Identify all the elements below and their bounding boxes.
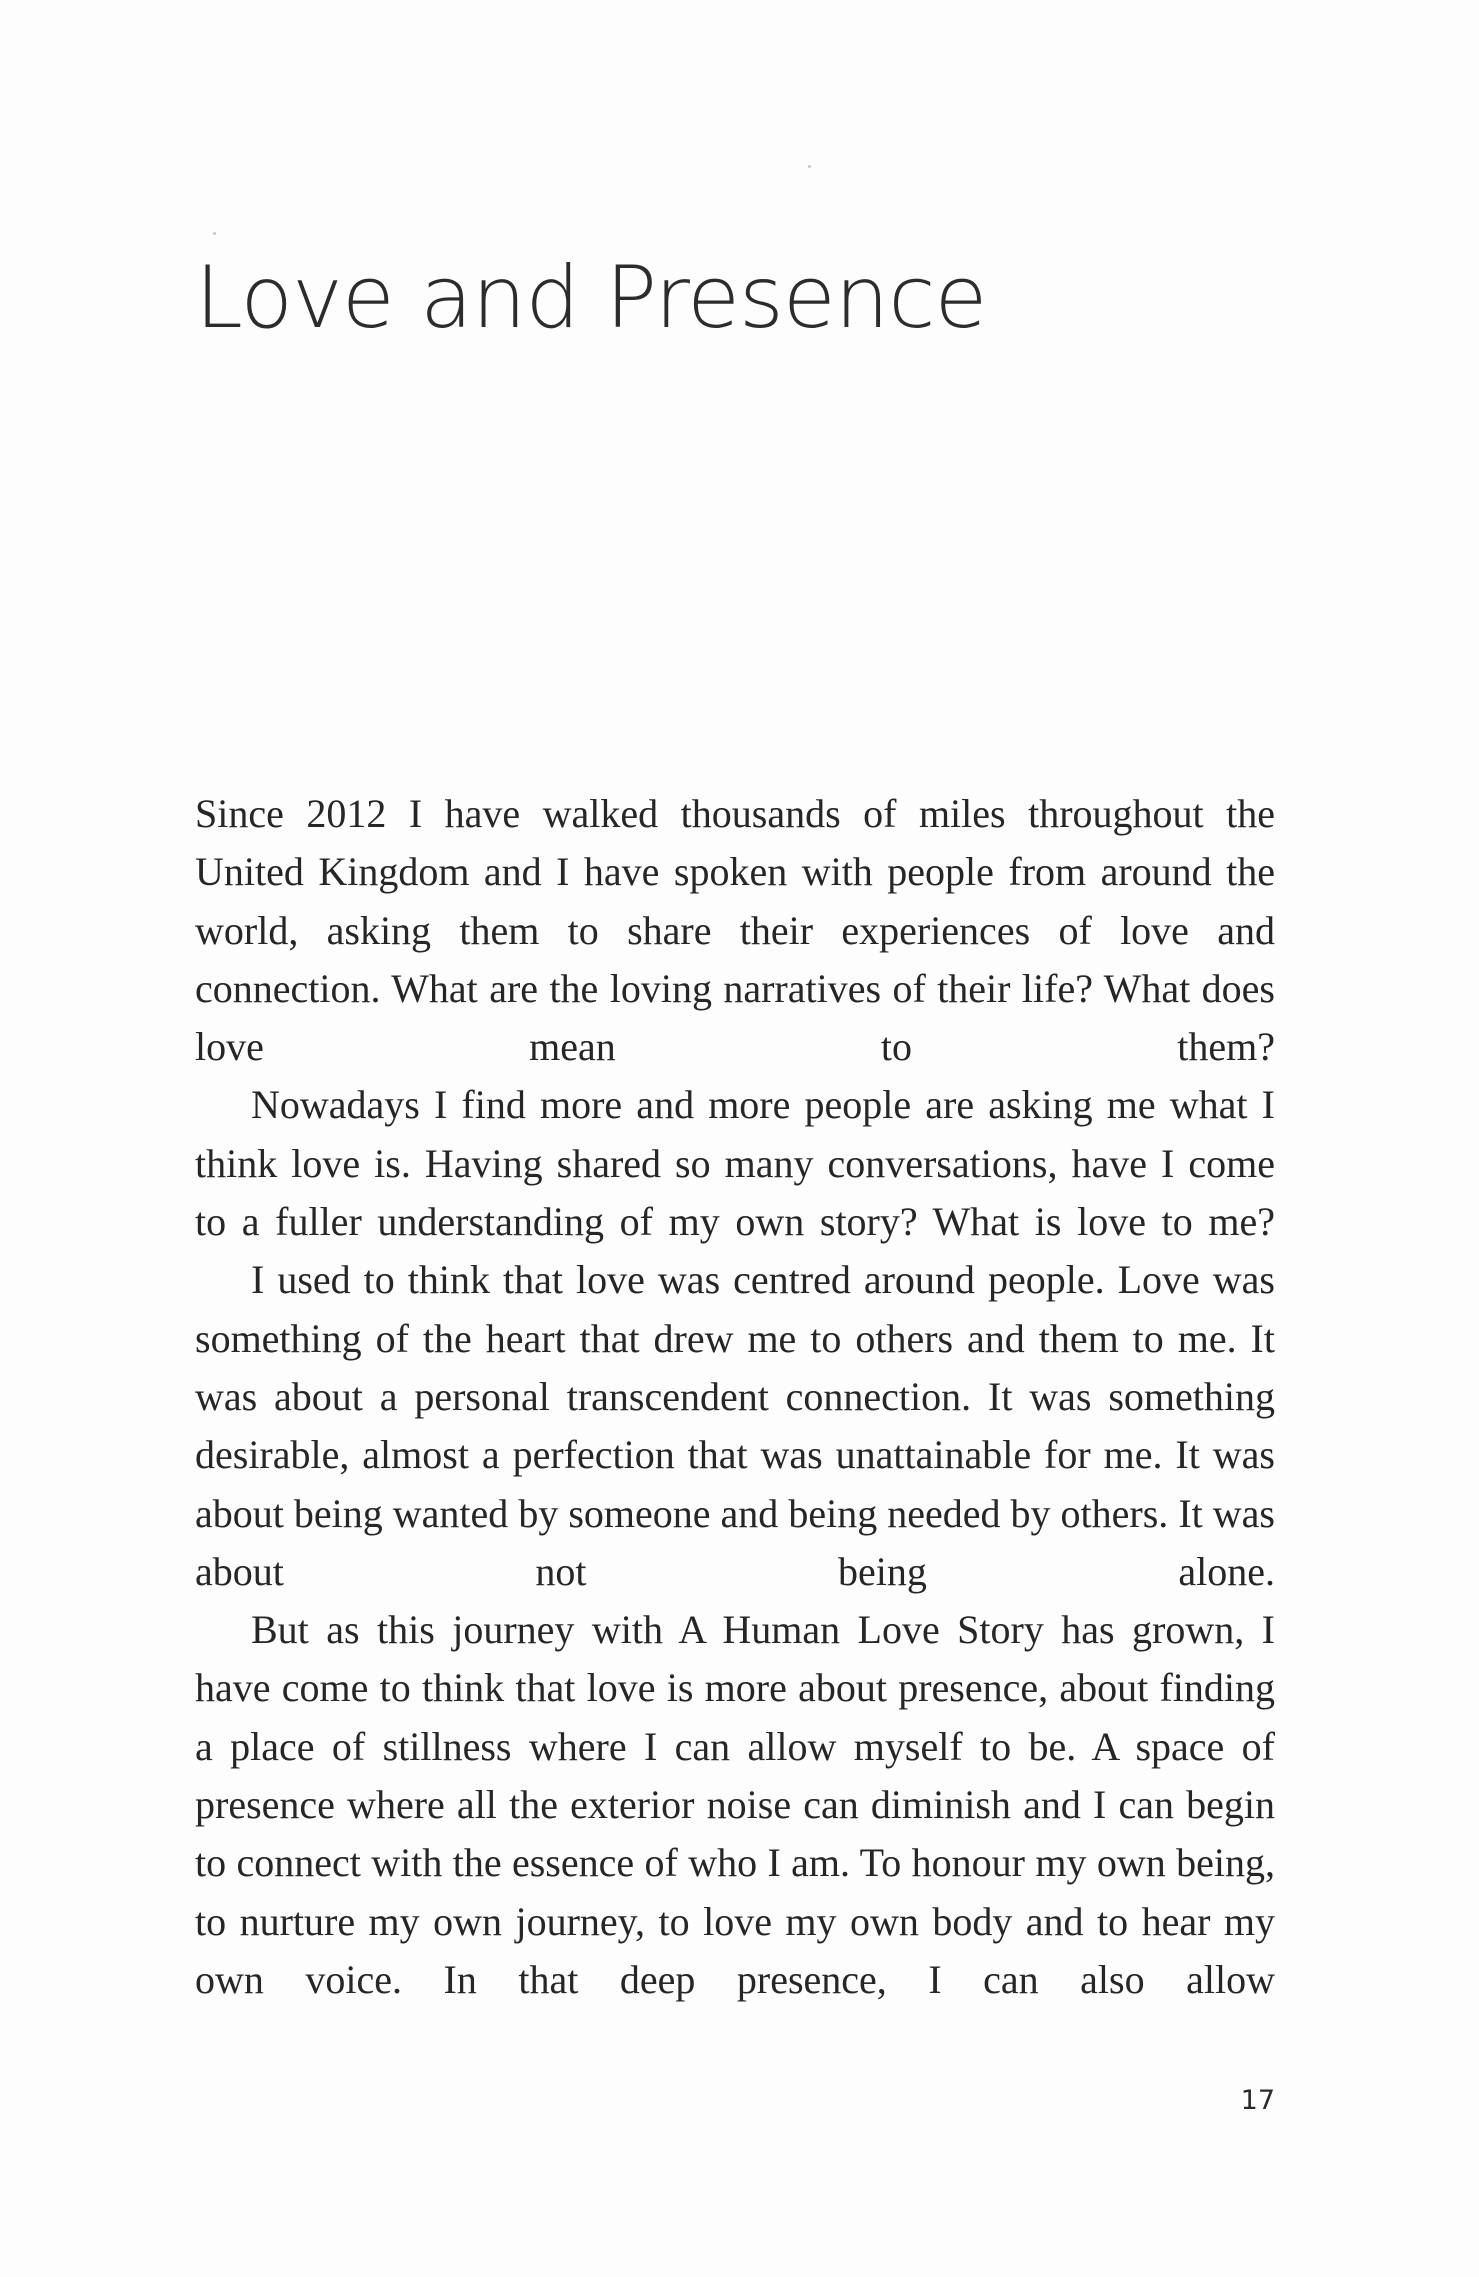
- scan-speck: [808, 165, 811, 168]
- body-text: [195, 785, 1275, 2009]
- paragraph-3: I used to think that love was centred around people. Love was something of the heart that drew me to others and them to me. It was about a personal transcendent connection. It was something desirable, almost a perfection that was unattainable for me. It was about being wanted by someone and being needed by others. It was about not being alone.: [195, 1257, 1275, 1594]
- paragraph-1: Since 2012 I have walked thousands of miles throughout the United Kingdom and I have spoken with people from around the world, asking them to share their experiences of love and connection. What are the loving narratives of their life? What does love mean to them?: [195, 791, 1275, 1070]
- paragraph-2: Nowadays I find more and more people are asking me what I think love is. Having shared so many conversations, have I come to a fuller understanding of my own story? What is love to me?: [195, 1082, 1275, 1245]
- scan-speck: [213, 232, 216, 235]
- page-number: 17: [1240, 2085, 1275, 2116]
- chapter-title: Love and Presence: [195, 248, 987, 348]
- paragraph-4: But as this journey with A Human Love Story has grown, I have come to think that love is more about presence, about finding a place of stillness where I can allow myself to be. A space of presence where all the exterior noise can diminish and I can begin to connect with the essence of who I am. To honour my own being, to nurture my own journey, to love my own body and to hear my own voice. In that deep presence, I can also allow: [195, 1607, 1275, 2002]
